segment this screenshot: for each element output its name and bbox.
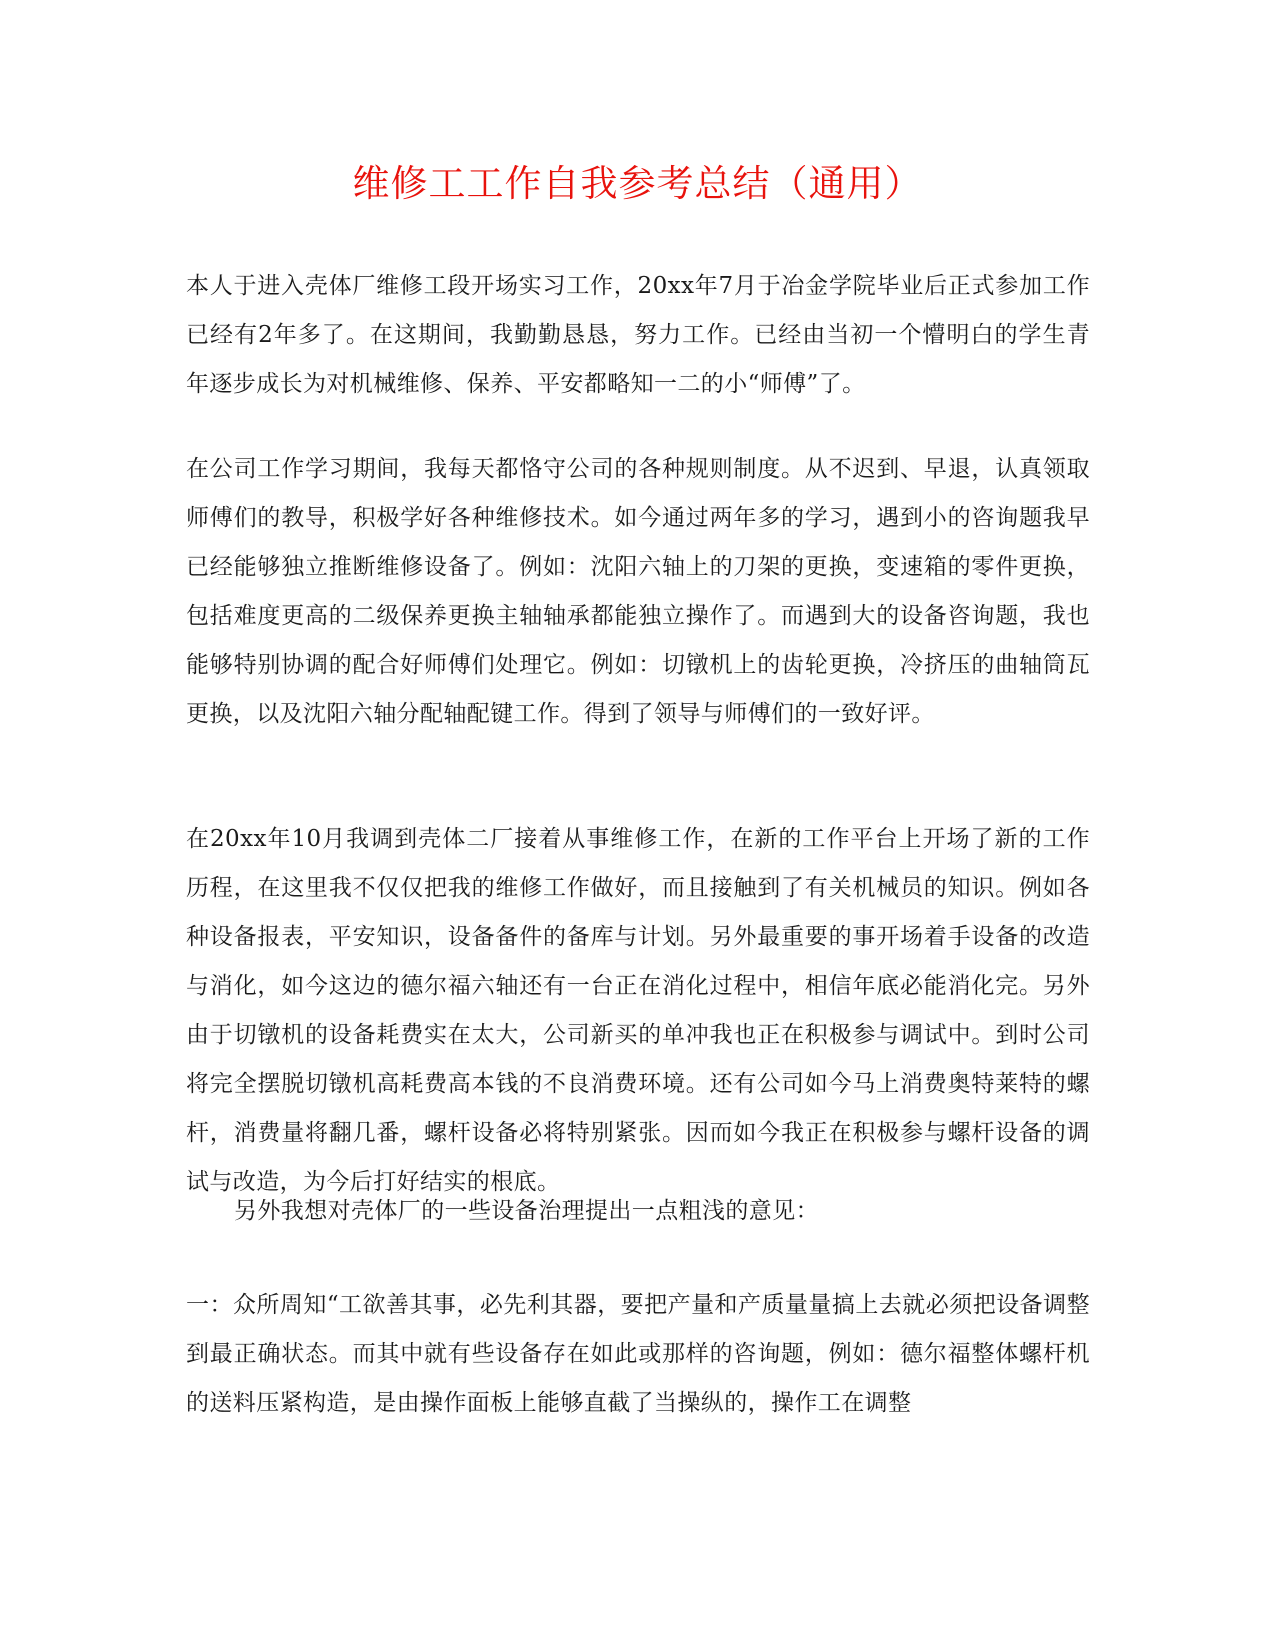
paragraph-study-period: 在公司工作学习期间，我每天都恪守公司的各种规则制度。从不迟到、早退，认真领取师傅们的教导，积极学好各种维修技术。如今通过两年多的学习，遇到小的咨询题我早已经能够独立推断维修设备了。例如：沈阳六轴上的刀架的更换，变速箱的零件更换，包括难度更高的二级保养更换主轴轴承都能独立操作了。而遇到大的设备咨询题，我也能够特别协调的配合好师傅们处理它。例如：切镦机上的齿轮更换，冷挤压的曲轴筒瓦更换，以及沈阳六轴分配轴配键工作。得到了领导与师傅们的一致好评。 <box>186 456 1090 727</box>
document-title: 维修工工作自我参考总结（通用） <box>352 162 923 205</box>
paragraph-transfer: 在20xx年10月我调到壳体二厂接着从事维修工作，在新的工作平台上开场了新的工作历程，在这里我不仅仅把我的维修工作做好，而且接触到了有关机械员的知识。例如各种设备报表，平安知识，设备备件的备库与计划。另外最重要的事开场着手设备的改造与消化，如今这边的德尔福六轴还有一台正在消化过程中，相信年底必能消化完。另外由于切镦机的设备耗费实在太大，公司新买的单冲我也正在积极参与调试中。到时公司将完全摆脱切镦机高耗费高本钱的不良消费环境。还有公司如今马上消费奥特莱特的螺杆，消费量将翻几番，螺杆设备必将特别紧张。因而如今我正在积极参与螺杆设备的调试与改造，为今后打好结实的根底。 <box>186 826 1090 1195</box>
paragraph-internship: 本人于进入壳体厂维修工段开场实习工作，20xx年7月于冶金学院毕业后正式参加工作已经有2年多了。在这期间，我勤勤恳恳，努力工作。已经由当初一个懵明白的学生青年逐步成长为对机械维修、保养、平安都略知一二的小“师傅”了。 <box>186 273 1090 397</box>
paragraph-suggestion-intro: 另外我想对壳体厂的一些设备治理提出一点粗浅的意见： <box>234 1198 819 1224</box>
paragraph-suggestion-one: 一：众所周知“工欲善其事，必先利其器，要把产量和产质量量搞上去就必须把设备调整到最正确状态。而其中就有些设备存在如此或那样的咨询题，例如：德尔福整体螺杆机的送料压紧构造，是由操作面板上能够直截了当操纵的，操作工在调整 <box>186 1292 1090 1416</box>
